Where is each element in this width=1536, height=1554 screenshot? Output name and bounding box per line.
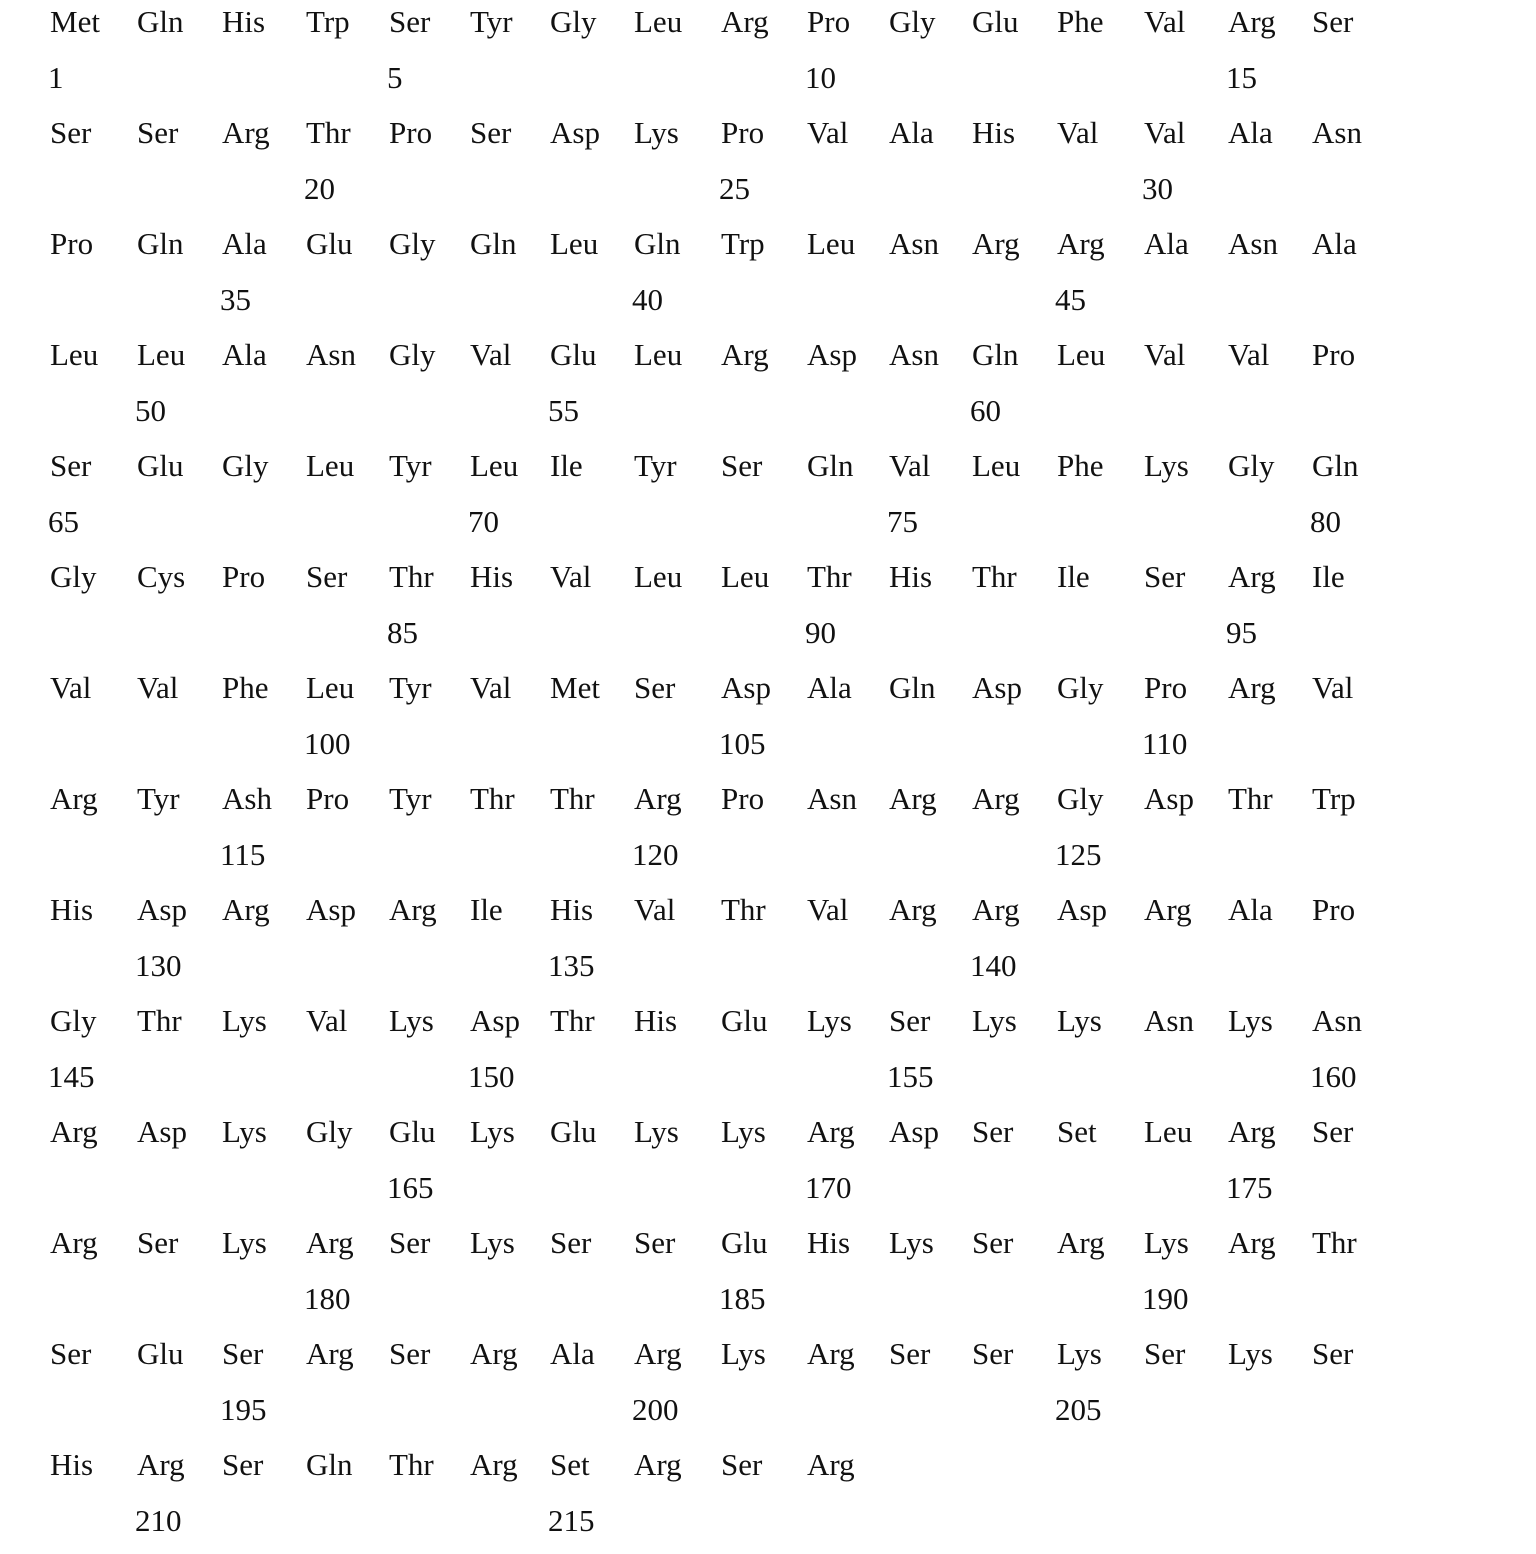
residue: Gln	[889, 670, 936, 705]
residue: Leu	[1144, 1114, 1193, 1149]
residue: Leu	[721, 559, 770, 594]
residue: Gln	[634, 226, 681, 261]
residue: Leu	[807, 226, 856, 261]
residue: Glu	[550, 1114, 597, 1149]
residue: Val	[1228, 337, 1270, 372]
sequence-row	[50, 1110, 1450, 1221]
residue: Ser	[721, 448, 763, 483]
residue: Arg	[972, 892, 1020, 927]
residue: Asp	[807, 337, 857, 372]
residue: Pro	[389, 115, 433, 150]
residue: Lys	[889, 1225, 934, 1260]
position-number: 155	[887, 1059, 934, 1094]
residue: Pro	[222, 559, 266, 594]
residue: Leu	[306, 448, 355, 483]
residue: Phe	[222, 670, 269, 705]
residue: Thr	[137, 1003, 182, 1038]
residue: Arg	[634, 1336, 682, 1371]
residue: Val	[550, 559, 592, 594]
residue: Ser	[889, 1336, 931, 1371]
residue: Ile	[470, 892, 503, 927]
residue: Tyr	[634, 448, 677, 483]
position-number: 15	[1226, 60, 1257, 95]
residue: Met	[550, 670, 600, 705]
residue: Ser	[1312, 1336, 1354, 1371]
residue: Asp	[137, 1114, 187, 1149]
position-number: 25	[719, 171, 750, 206]
residue: Arg	[721, 337, 769, 372]
residue: Gln	[470, 226, 517, 261]
residue: Asn	[889, 337, 939, 372]
residue: Ser	[50, 1336, 92, 1371]
position-number: 120	[632, 837, 679, 872]
residue: Ser	[222, 1336, 264, 1371]
residue: Asn	[807, 781, 857, 816]
residue: Val	[470, 670, 512, 705]
residue: Gly	[1228, 448, 1275, 483]
residue: His	[222, 4, 266, 39]
position-number: 55	[548, 393, 579, 428]
residue: Arg	[222, 115, 270, 150]
residue: Glu	[137, 448, 184, 483]
residue: Lys	[634, 1114, 679, 1149]
residue: Phe	[1057, 4, 1104, 39]
sequence-row	[50, 111, 1450, 222]
residue: Phe	[1057, 448, 1104, 483]
residue: Asp	[1144, 781, 1194, 816]
position-number: 20	[304, 171, 335, 206]
position-number: 45	[1055, 282, 1086, 317]
residue: Ala	[1312, 226, 1357, 261]
residue: Ser	[306, 559, 348, 594]
sequence-row	[50, 1221, 1450, 1332]
residue: Leu	[50, 337, 99, 372]
residue: Lys	[721, 1114, 766, 1149]
residue: Ser	[389, 4, 431, 39]
position-number: 70	[468, 504, 499, 539]
residue: Ser	[972, 1225, 1014, 1260]
residue: Pro	[1312, 892, 1356, 927]
residue: Tyr	[389, 670, 432, 705]
residue: Asn	[1228, 226, 1278, 261]
residue: Asn	[1312, 115, 1362, 150]
residue: Gly	[889, 4, 936, 39]
position-number: 60	[970, 393, 1001, 428]
residue: Arg	[972, 781, 1020, 816]
position-number: 5	[387, 60, 403, 95]
residue: Gly	[389, 226, 436, 261]
residue: Leu	[306, 670, 355, 705]
residue: Val	[50, 670, 92, 705]
residue: Arg	[1228, 1225, 1276, 1260]
residue: Ser	[972, 1336, 1014, 1371]
position-number: 180	[304, 1281, 351, 1316]
residue: Cys	[137, 559, 186, 594]
sequence-row	[50, 0, 1450, 111]
residue: Pro	[50, 226, 94, 261]
position-number: 10	[805, 60, 836, 95]
residue: Ser	[389, 1336, 431, 1371]
residue: Ser	[1144, 559, 1186, 594]
residue: Arg	[306, 1225, 354, 1260]
residue: Lys	[807, 1003, 852, 1038]
residue: Arg	[889, 781, 937, 816]
residue: Arg	[389, 892, 437, 927]
residue: Thr	[807, 559, 852, 594]
residue: Lys	[222, 1114, 267, 1149]
residue: Ile	[1312, 559, 1345, 594]
residue: Leu	[137, 337, 186, 372]
position-number: 135	[548, 948, 595, 983]
residue: Ala	[222, 337, 267, 372]
residue: Thr	[721, 892, 766, 927]
position-number: 90	[805, 615, 836, 650]
residue: Ser	[721, 1447, 763, 1482]
residue: Asn	[1312, 1003, 1362, 1038]
position-number: 75	[887, 504, 918, 539]
residue: Arg	[1144, 892, 1192, 927]
residue: Glu	[721, 1003, 768, 1038]
residue: Ser	[972, 1114, 1014, 1149]
sequence-row	[50, 555, 1450, 666]
residue: Arg	[807, 1447, 855, 1482]
residue: Gln	[306, 1447, 353, 1482]
residue: Ash	[222, 781, 272, 816]
residue: Thr	[972, 559, 1017, 594]
residue: Asp	[972, 670, 1022, 705]
residue: Gln	[1312, 448, 1359, 483]
amino-acid-sequence	[50, 0, 1450, 1554]
position-number: 140	[970, 948, 1017, 983]
residue: Gln	[137, 226, 184, 261]
residue: Lys	[972, 1003, 1017, 1038]
residue: Lys	[1144, 448, 1189, 483]
residue: Arg	[470, 1336, 518, 1371]
residue: Glu	[721, 1225, 768, 1260]
residue: Thr	[550, 1003, 595, 1038]
residue: Asp	[889, 1114, 939, 1149]
residue: Val	[306, 1003, 348, 1038]
position-number: 165	[387, 1170, 434, 1205]
residue: His	[470, 559, 514, 594]
residue: Leu	[550, 226, 599, 261]
residue: Arg	[807, 1114, 855, 1149]
residue: Arg	[721, 4, 769, 39]
position-number: 175	[1226, 1170, 1273, 1205]
residue: Set	[550, 1447, 590, 1482]
residue: His	[634, 1003, 678, 1038]
sequence-row	[50, 666, 1450, 777]
residue: Gly	[389, 337, 436, 372]
residue: Glu	[137, 1336, 184, 1371]
residue: Ser	[1312, 1114, 1354, 1149]
residue: Pro	[721, 115, 765, 150]
residue: His	[889, 559, 933, 594]
residue: Lys	[1228, 1003, 1273, 1038]
residue: Arg	[634, 781, 682, 816]
residue: Tyr	[470, 4, 513, 39]
residue: Arg	[1228, 4, 1276, 39]
position-number: 105	[719, 726, 766, 761]
residue: Tyr	[389, 781, 432, 816]
residue: Gly	[1057, 781, 1104, 816]
position-number: 130	[135, 948, 182, 983]
residue: Lys	[470, 1225, 515, 1260]
residue: Ser	[137, 1225, 179, 1260]
residue: Gln	[972, 337, 1019, 372]
residue: Arg	[50, 1225, 98, 1260]
residue: Ile	[550, 448, 583, 483]
residue: Gly	[550, 4, 597, 39]
position-number: 210	[135, 1503, 182, 1538]
sequence-row	[50, 888, 1450, 999]
sequence-row	[50, 1332, 1450, 1443]
position-number: 1	[48, 60, 64, 95]
position-number: 30	[1142, 171, 1173, 206]
residue: Arg	[137, 1447, 185, 1482]
residue: Val	[1057, 115, 1099, 150]
residue: Val	[137, 670, 179, 705]
residue: Met	[50, 4, 100, 39]
residue: Pro	[1312, 337, 1356, 372]
residue: Val	[1144, 115, 1186, 150]
residue: Arg	[50, 1114, 98, 1149]
position-number: 170	[805, 1170, 852, 1205]
residue: Thr	[389, 559, 434, 594]
residue: His	[50, 1447, 94, 1482]
residue: Ala	[807, 670, 852, 705]
position-number: 85	[387, 615, 418, 650]
residue: Gly	[1057, 670, 1104, 705]
residue: Tyr	[137, 781, 180, 816]
residue: Arg	[222, 892, 270, 927]
residue: Arg	[1057, 1225, 1105, 1260]
residue: Leu	[634, 559, 683, 594]
residue: Trp	[306, 4, 350, 39]
residue: Lys	[470, 1114, 515, 1149]
position-number: 100	[304, 726, 351, 761]
residue: Lys	[222, 1225, 267, 1260]
residue: Tyr	[389, 448, 432, 483]
residue: Trp	[721, 226, 765, 261]
residue: Arg	[1228, 559, 1276, 594]
residue: His	[550, 892, 594, 927]
residue: Ser	[634, 1225, 676, 1260]
position-number: 185	[719, 1281, 766, 1316]
residue: Ser	[634, 670, 676, 705]
residue: Asn	[1144, 1003, 1194, 1038]
residue: Ala	[1144, 226, 1189, 261]
residue: Pro	[807, 4, 851, 39]
residue: Thr	[1228, 781, 1273, 816]
residue: Val	[634, 892, 676, 927]
residue: Asp	[137, 892, 187, 927]
position-number: 50	[135, 393, 166, 428]
residue: Ile	[1057, 559, 1090, 594]
position-number: 195	[220, 1392, 267, 1427]
residue: Lys	[1057, 1336, 1102, 1371]
residue: Asp	[306, 892, 356, 927]
residue: Ala	[1228, 892, 1273, 927]
position-number: 115	[220, 837, 266, 872]
residue: Ser	[222, 1447, 264, 1482]
position-number: 40	[632, 282, 663, 317]
residue: Arg	[634, 1447, 682, 1482]
residue: Lys	[1057, 1003, 1102, 1038]
residue: His	[50, 892, 94, 927]
residue: Ser	[137, 115, 179, 150]
sequence-row	[50, 222, 1450, 333]
residue: Pro	[721, 781, 765, 816]
residue: Arg	[1228, 1114, 1276, 1149]
sequence-row	[50, 444, 1450, 555]
residue: Thr	[306, 115, 351, 150]
residue: Arg	[1057, 226, 1105, 261]
residue: Val	[470, 337, 512, 372]
residue: Arg	[1228, 670, 1276, 705]
position-number: 65	[48, 504, 79, 539]
residue: Leu	[470, 448, 519, 483]
residue: Trp	[1312, 781, 1356, 816]
residue: Ser	[389, 1225, 431, 1260]
position-number: 205	[1055, 1392, 1102, 1427]
residue: Val	[1312, 670, 1354, 705]
residue: Thr	[470, 781, 515, 816]
residue: Arg	[972, 226, 1020, 261]
residue: Asn	[306, 337, 356, 372]
residue: Pro	[306, 781, 350, 816]
sequence-row	[50, 999, 1450, 1110]
position-number: 145	[48, 1059, 95, 1094]
residue: Lys	[634, 115, 679, 150]
residue: Thr	[550, 781, 595, 816]
sequence-row	[50, 777, 1450, 888]
residue: Ala	[889, 115, 934, 150]
residue: Lys	[222, 1003, 267, 1038]
residue: Ala	[1228, 115, 1273, 150]
residue: Ser	[550, 1225, 592, 1260]
position-number: 160	[1310, 1059, 1357, 1094]
position-number: 35	[220, 282, 251, 317]
position-number: 150	[468, 1059, 515, 1094]
residue: Asp	[1057, 892, 1107, 927]
residue: Arg	[889, 892, 937, 927]
residue: Arg	[50, 781, 98, 816]
residue: Asp	[550, 115, 600, 150]
residue: Gly	[306, 1114, 353, 1149]
residue: Val	[1144, 4, 1186, 39]
residue: Ser	[1144, 1336, 1186, 1371]
position-number: 200	[632, 1392, 679, 1427]
residue: Leu	[634, 4, 683, 39]
residue: Val	[807, 115, 849, 150]
residue: Gln	[137, 4, 184, 39]
residue: Arg	[306, 1336, 354, 1371]
residue: Asn	[889, 226, 939, 261]
residue: Asp	[470, 1003, 520, 1038]
residue: Arg	[470, 1447, 518, 1482]
residue: Ala	[222, 226, 267, 261]
residue: Glu	[972, 4, 1019, 39]
residue: Ser	[50, 115, 92, 150]
residue: Arg	[807, 1336, 855, 1371]
residue: Gly	[50, 559, 97, 594]
residue: Pro	[1144, 670, 1188, 705]
position-number: 190	[1142, 1281, 1189, 1316]
residue: Leu	[1057, 337, 1106, 372]
residue: Ala	[550, 1336, 595, 1371]
residue: Lys	[389, 1003, 434, 1038]
residue: Lys	[1144, 1225, 1189, 1260]
residue: Ser	[470, 115, 512, 150]
residue: Glu	[389, 1114, 436, 1149]
position-number: 110	[1142, 726, 1188, 761]
residue: Gly	[222, 448, 269, 483]
residue: Val	[1144, 337, 1186, 372]
residue: Ser	[50, 448, 92, 483]
residue: Thr	[389, 1447, 434, 1482]
residue: Gly	[50, 1003, 97, 1038]
residue: Glu	[550, 337, 597, 372]
residue: Gln	[807, 448, 854, 483]
sequence-row	[50, 333, 1450, 444]
residue: Lys	[721, 1336, 766, 1371]
residue: His	[807, 1225, 851, 1260]
position-number: 125	[1055, 837, 1102, 872]
residue: Val	[807, 892, 849, 927]
residue: Set	[1057, 1114, 1097, 1149]
sequence-row	[50, 1443, 1450, 1554]
residue: Val	[889, 448, 931, 483]
residue: Ser	[1312, 4, 1354, 39]
residue: Thr	[1312, 1225, 1357, 1260]
residue: Leu	[972, 448, 1021, 483]
residue: Glu	[306, 226, 353, 261]
residue: His	[972, 115, 1016, 150]
position-number: 95	[1226, 615, 1257, 650]
residue: Leu	[634, 337, 683, 372]
residue: Ser	[889, 1003, 931, 1038]
position-number: 215	[548, 1503, 595, 1538]
residue: Asp	[721, 670, 771, 705]
residue: Lys	[1228, 1336, 1273, 1371]
position-number: 80	[1310, 504, 1341, 539]
